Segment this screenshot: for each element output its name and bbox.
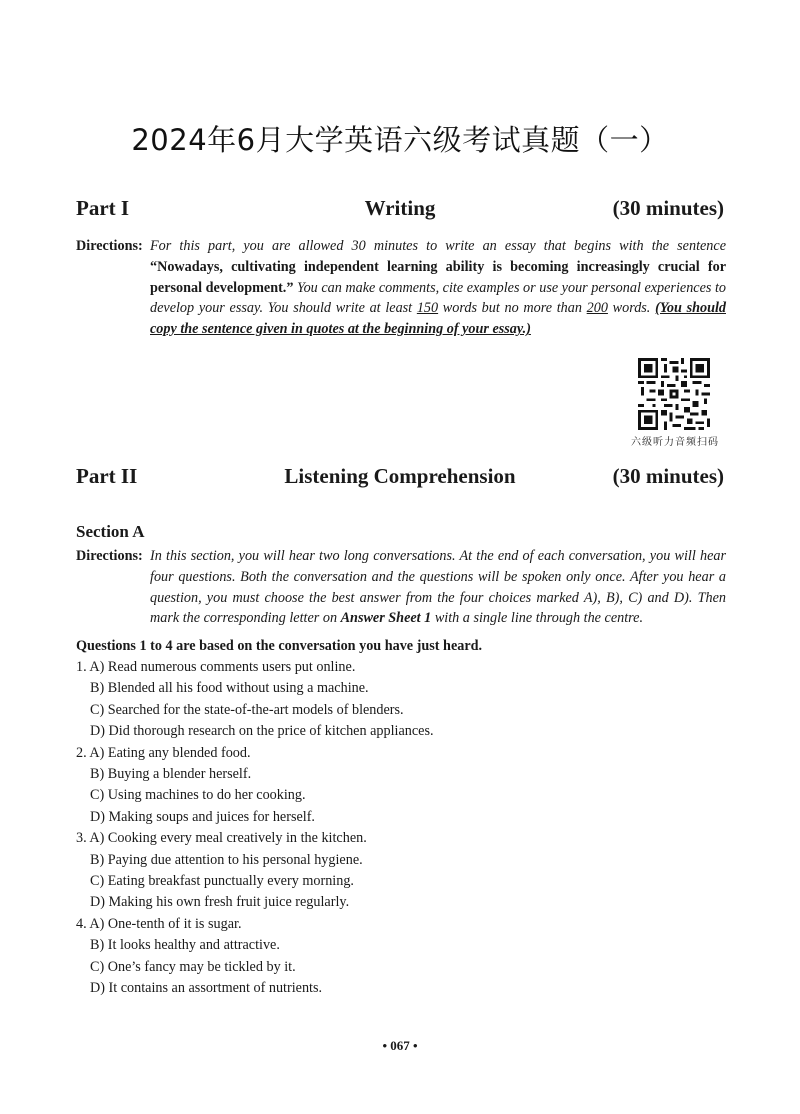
question-3-option-b[interactable] — [76, 850, 434, 871]
question-number: 1. — [76, 659, 87, 675]
part-1-time: (30 minutes) — [612, 196, 724, 220]
part-1-header — [76, 196, 724, 226]
option-text: D) Making soups and juices for herself. — [90, 808, 315, 825]
section-a-title: Section A — [76, 522, 145, 541]
writing-directions — [76, 236, 726, 340]
page-number: • 067 • — [382, 1038, 418, 1053]
max-words: 200 — [586, 300, 608, 317]
section-a-directions-text — [150, 546, 726, 629]
qr-code-icon[interactable] — [638, 358, 710, 430]
question-4-option-a[interactable] — [76, 914, 434, 935]
option-text: D) Making his own fresh fruit juice regularly. — [90, 894, 350, 911]
question-number: 4. — [76, 915, 87, 932]
question-2-option-c[interactable] — [76, 785, 434, 806]
option-text: C) One’s fancy may be tickled by it. — [90, 958, 296, 975]
option-text: B) It looks healthy and attractive. — [90, 937, 280, 954]
part-2-time: (30 minutes) — [612, 464, 724, 488]
option-text: D) Did thorough research on the price of kitchen appliances. — [90, 723, 434, 740]
directions-label: Directions: — [76, 238, 143, 254]
answer-sheet-ref: Answer Sheet 1 — [340, 610, 432, 627]
option-text: A) Cooking every meal creatively in the kitchen. — [89, 830, 367, 847]
question-2-option-d[interactable] — [76, 807, 434, 828]
part-1-name: Writing — [364, 196, 436, 220]
option-text: C) Searched for the state-of-the-art models of blenders. — [90, 701, 404, 718]
option-text: C) Using machines to do her cooking. — [90, 787, 306, 804]
question-1-option-c[interactable] — [76, 700, 434, 721]
option-text: D) It contains an assortment of nutrients. — [90, 980, 323, 997]
question-4-option-c[interactable] — [76, 957, 434, 978]
question-3-option-d[interactable] — [76, 892, 434, 913]
option-text: A) One-tenth of it is sugar. — [89, 915, 242, 932]
question-1-option-d[interactable] — [76, 721, 434, 742]
question-3-option-c[interactable] — [76, 871, 434, 892]
question-2-option-a[interactable] — [76, 743, 434, 764]
essay-prompt-quote: “Nowadays, cultivating independent learning ability is becoming increasingly crucial for personal development.” — [150, 258, 726, 296]
option-text: B) Buying a blender herself. — [90, 766, 252, 783]
option-text: B) Paying due attention to his personal hygiene. — [90, 851, 363, 868]
dir-end: with a single line through the centre. — [431, 610, 643, 627]
directions-label: Directions: — [76, 548, 143, 564]
question-3-option-a[interactable] — [76, 828, 434, 849]
option-text: A) Read numerous comments users put online. — [89, 659, 356, 675]
part-2-name: Listening Comprehension — [284, 464, 516, 488]
dir-words-end: words. — [607, 300, 656, 317]
question-number: 2. — [76, 744, 87, 761]
min-words: 150 — [416, 300, 439, 317]
dir-mid: You can make comments, cite examples or use your personal experiences to develop your essay. You should write at least — [150, 279, 726, 317]
dir-words-mid: words but no more than — [438, 300, 587, 317]
section-a-directions — [76, 546, 726, 629]
questions-heading: Questions 1 to 4 are based on the conversation you have just heard. — [76, 638, 483, 654]
question-number: 3. — [76, 830, 87, 847]
question-4-option-d[interactable] — [76, 978, 434, 999]
option-text: A) Eating any blended food. — [89, 744, 251, 761]
dir-text: In this section, you will hear two long conversations. At the end of each conversation, you will hear four questions. Both the conversation and the questions will be spoken only once. After you hear a question, you must choose the best answer from the four choices marked A), B), C) and D). Then mark the corresponding letter on — [150, 548, 726, 627]
writing-directions-text — [150, 236, 726, 340]
question-1-option-b[interactable] — [76, 678, 434, 699]
question-1-option-a[interactable] — [76, 657, 434, 678]
qr-caption: 六级听力音频扫码 — [631, 437, 719, 448]
page-title: 2024年6月大学英语六级考试真题（一） — [131, 123, 669, 157]
option-text: C) Eating breakfast punctually every morning. — [90, 873, 354, 890]
question-4-option-b[interactable] — [76, 935, 434, 956]
part-2-header — [76, 464, 724, 494]
option-text: B) Blended all his food without using a machine. — [90, 680, 369, 697]
part-1-label: Part I — [76, 196, 130, 220]
dir-intro: For this part, you are allowed 30 minutes to write an essay that begins with the sentence — [150, 238, 726, 254]
question-list — [76, 657, 434, 1000]
question-2-option-b[interactable] — [76, 764, 434, 785]
part-2-label: Part II — [76, 464, 138, 488]
copy-instruction: (You should copy the sentence given in quotes at the beginning of your essay.) — [150, 300, 726, 338]
